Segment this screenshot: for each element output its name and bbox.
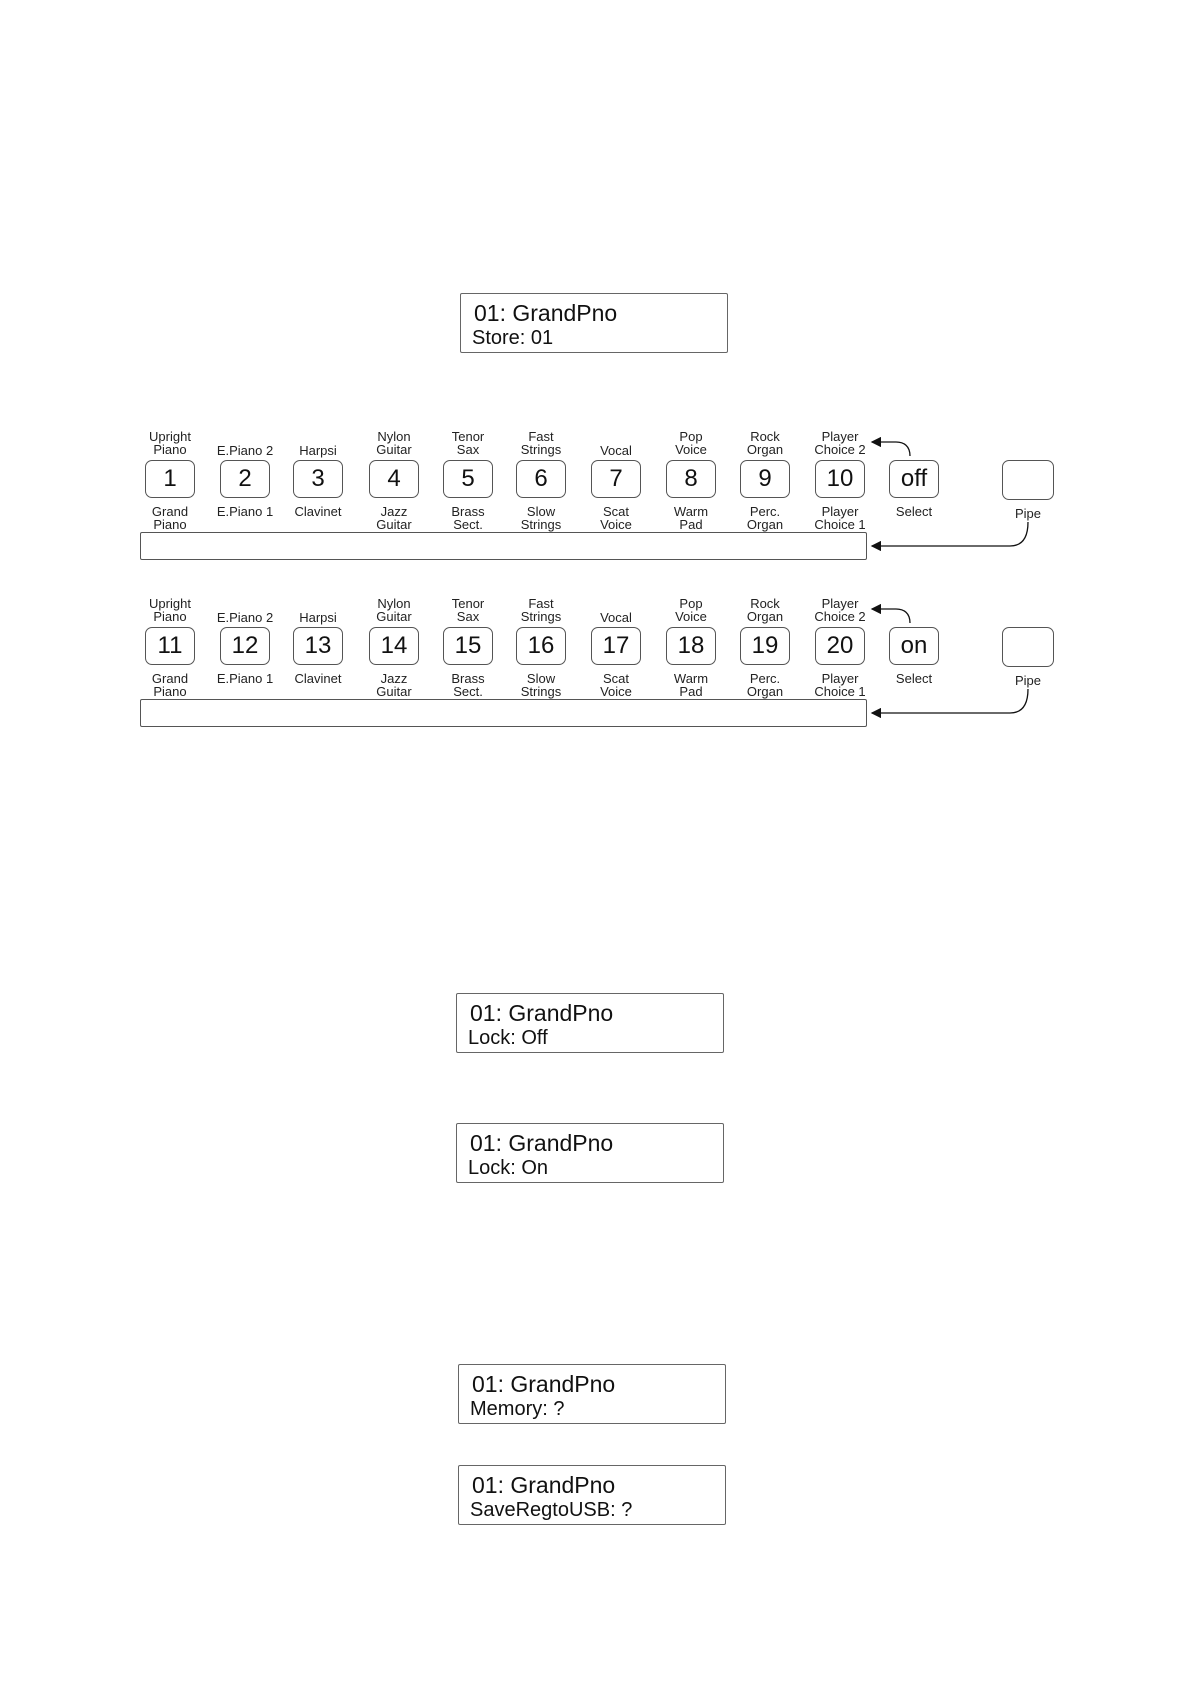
upper-voice-label: Harpsi (299, 610, 337, 625)
registration-button-17[interactable]: 17 (591, 627, 641, 665)
select-arrow (872, 609, 910, 623)
lower-voice-label: Slow Strings (520, 671, 562, 699)
lower-voice-label: Scat Voice (600, 504, 632, 532)
pipe-arrow (872, 522, 1028, 546)
registration-button-7[interactable]: 7 (591, 460, 641, 498)
upper-voice-label: Pop Voice (675, 596, 707, 624)
upper-voice-label: Player Choice 2 (814, 596, 866, 624)
lcd-line-1: 01: GrandPno (472, 1371, 616, 1397)
registration-button-6[interactable]: 6 (516, 460, 566, 498)
select-arrow (872, 442, 910, 456)
select-label: Select (895, 504, 933, 519)
registration-button-19[interactable]: 19 (740, 627, 790, 665)
lcd-line-1: 01: GrandPno (470, 1130, 614, 1156)
lower-voice-label: Brass Sect. (451, 504, 485, 532)
lower-voice-label: Warm Pad (673, 504, 709, 532)
lower-voice-label: Scat Voice (600, 671, 632, 699)
upper-voice-label: Harpsi (299, 443, 337, 458)
upper-voice-label: Vocal (600, 610, 632, 625)
lcd-line-2: SaveRegtoUSB: ? (470, 1499, 633, 1521)
lower-voice-label: Perc. Organ (746, 671, 784, 699)
lower-voice-label: Perc. Organ (746, 504, 784, 532)
select-button[interactable]: on (889, 627, 939, 665)
lower-voice-label: Clavinet (294, 504, 342, 519)
arrow-lines (0, 420, 1191, 570)
lower-voice-label: Warm Pad (673, 671, 709, 699)
upper-voice-label: E.Piano 2 (216, 610, 274, 625)
registration-button-15[interactable]: 15 (443, 627, 493, 665)
lower-voice-label: Jazz Guitar (376, 671, 412, 699)
upper-voice-label: Tenor Sax (451, 429, 485, 457)
lcd-save-usb (458, 1465, 726, 1525)
pipe-arrow (872, 689, 1028, 713)
lcd-lock-on (456, 1123, 724, 1183)
pipe-label: Pipe (1014, 506, 1042, 521)
registration-panel-1 (0, 420, 1191, 570)
registration-button-8[interactable]: 8 (666, 460, 716, 498)
lcd-line-2: Lock: Off (468, 1027, 548, 1049)
upper-voice-label: Pop Voice (675, 429, 707, 457)
lower-voice-label: Player Choice 1 (814, 671, 866, 699)
select-label: Select (895, 671, 933, 686)
lcd-memory (458, 1364, 726, 1424)
registration-button-16[interactable]: 16 (516, 627, 566, 665)
upper-voice-label: Rock Organ (746, 596, 784, 624)
lower-voice-label: Slow Strings (520, 504, 562, 532)
lower-voice-label: Player Choice 1 (814, 504, 866, 532)
registration-button-4[interactable]: 4 (369, 460, 419, 498)
lcd-line-2: Store: 01 (472, 327, 554, 349)
lcd-lock-off (456, 993, 724, 1053)
registration-button-1[interactable]: 1 (145, 460, 195, 498)
upper-voice-label: Rock Organ (746, 429, 784, 457)
upper-voice-label: Fast Strings (520, 596, 562, 624)
registration-button-10[interactable]: 10 (815, 460, 865, 498)
registration-button-11[interactable]: 11 (145, 627, 195, 665)
upper-voice-label: Player Choice 2 (814, 429, 866, 457)
lower-voice-label: Grand Piano (151, 504, 189, 532)
registration-button-9[interactable]: 9 (740, 460, 790, 498)
registration-button-18[interactable]: 18 (666, 627, 716, 665)
select-button[interactable]: off (889, 460, 939, 498)
lower-voice-label: Jazz Guitar (376, 504, 412, 532)
registration-button-14[interactable]: 14 (369, 627, 419, 665)
registration-button-5[interactable]: 5 (443, 460, 493, 498)
upper-voice-label: Nylon Guitar (376, 596, 412, 624)
upper-voice-label: Vocal (600, 443, 632, 458)
lcd-line-1: 01: GrandPno (470, 1000, 614, 1026)
upper-voice-label: Fast Strings (520, 429, 562, 457)
upper-voice-label: Upright Piano (149, 596, 191, 624)
registration-button-3[interactable]: 3 (293, 460, 343, 498)
registration-button-12[interactable]: 12 (220, 627, 270, 665)
upper-voice-label: Upright Piano (149, 429, 191, 457)
upper-voice-label: Tenor Sax (451, 596, 485, 624)
pipe-label: Pipe (1014, 673, 1042, 688)
registration-button-20[interactable]: 20 (815, 627, 865, 665)
upper-voice-label: Nylon Guitar (376, 429, 412, 457)
lcd-line-1: 01: GrandPno (474, 300, 618, 326)
lcd-line-2: Memory: ? (470, 1398, 565, 1420)
registration-button-13[interactable]: 13 (293, 627, 343, 665)
upper-voice-label: E.Piano 2 (216, 443, 274, 458)
lcd-line-2: Lock: On (468, 1157, 549, 1179)
lower-voice-label: E.Piano 1 (216, 671, 274, 686)
lower-voice-label: Grand Piano (151, 671, 189, 699)
registration-button-2[interactable]: 2 (220, 460, 270, 498)
arrow-lines (0, 587, 1191, 737)
registration-panel-2 (0, 587, 1191, 737)
lcd-store (460, 293, 728, 353)
lower-voice-label: Brass Sect. (451, 671, 485, 699)
lower-voice-label: E.Piano 1 (216, 504, 274, 519)
lower-voice-label: Clavinet (294, 671, 342, 686)
lcd-line-1: 01: GrandPno (472, 1472, 616, 1498)
